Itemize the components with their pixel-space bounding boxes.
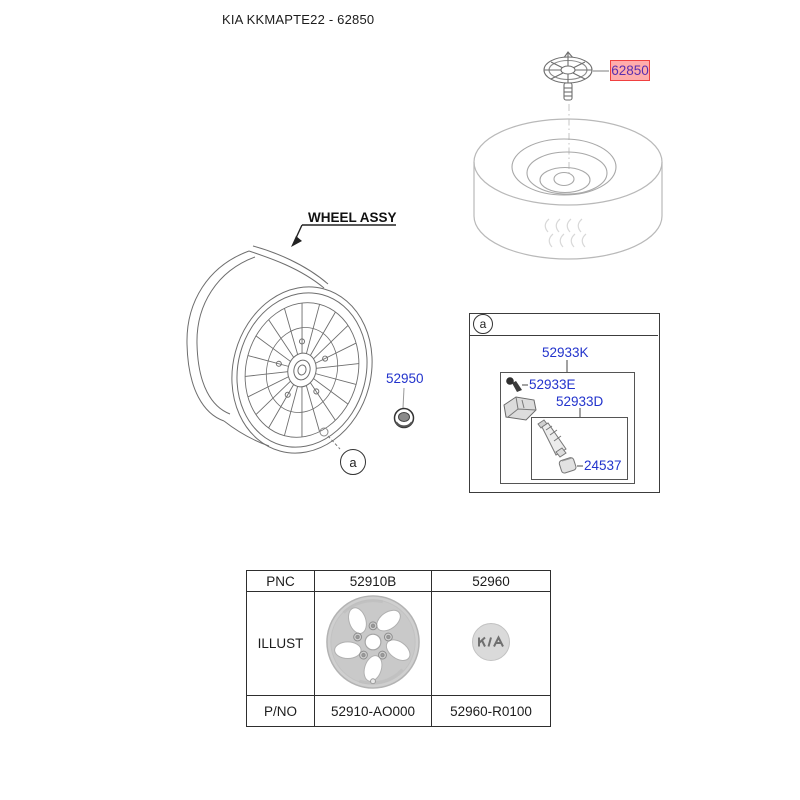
part-label-24537[interactable]: 24537 [584,458,622,473]
illust-header-cell: ILLUST [247,592,315,696]
part-label-52933E[interactable]: 52933E [529,377,576,392]
alloy-wheel-front-illustration [324,593,422,691]
illust-cell-wheel [315,592,432,696]
lug-nut-illustration [395,409,414,428]
illust-cell-center-cap [432,592,551,696]
part-label-52933D[interactable]: 52933D [556,394,604,409]
pno-cell-52910: 52910-AO000 [315,696,432,727]
wheel-assy-callout-arrow [291,225,396,247]
leader-callout-a [328,436,340,449]
pno-row [247,696,551,727]
part-label-52950[interactable]: 52950 [386,371,424,386]
spare-tire-illustration [474,119,662,259]
callout-a-wheel [340,449,366,475]
callout-a-wheel-letter: a [349,454,357,470]
pnc-cell-52960[interactable]: 52960 [432,571,551,592]
callout-a-section-header [473,314,493,334]
callout-a-section-letter: a [479,317,487,331]
pnc-table [246,570,551,727]
valve-hole-mark [320,428,328,436]
part-label-52933K[interactable]: 52933K [542,345,589,360]
pnc-header-cell: PNC [247,571,315,592]
wheel-assy-label: WHEEL ASSY [308,210,397,225]
leader-52950 [403,388,404,408]
illust-row [247,592,551,696]
part-label-62850-highlighted[interactable]: 62850 [610,60,650,81]
page-title: KIA KKMAPTE22 - 62850 [222,12,375,27]
kia-center-cap-illustration [470,621,512,663]
wheel-assy-illustration [187,246,390,469]
spare-tire-clamp-illustration [544,52,592,100]
pno-header-cell: P/NO [247,696,315,727]
pnc-cell-52910B[interactable]: 52910B [315,571,432,592]
tire-tread-marks [545,219,586,247]
tpms-kit-section-header-divider [469,335,658,336]
pno-cell-52960: 52960-R0100 [432,696,551,727]
pnc-row [247,571,551,592]
